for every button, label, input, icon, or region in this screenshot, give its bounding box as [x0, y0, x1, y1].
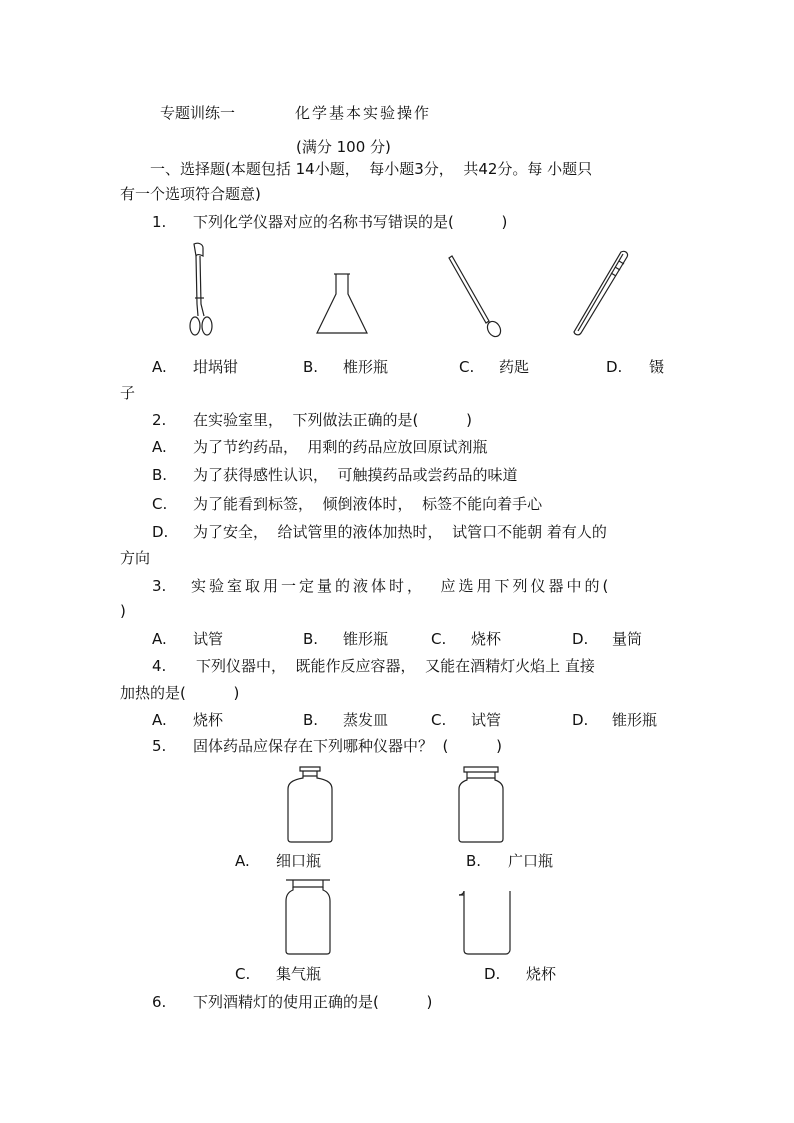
q4-number: 4. — [152, 657, 167, 675]
score-note: (满分 100 分) — [296, 138, 391, 156]
q4-option-a-text: 烧杯 — [193, 711, 224, 729]
q4-option-b-letter: B. — [303, 711, 319, 729]
q1-option-a-letter: A. — [152, 358, 167, 376]
q3-option-b-text: 锥形瓶 — [343, 630, 389, 648]
q1-option-d-wrap: 子 — [120, 384, 136, 402]
q1-option-c-letter: C. — [459, 358, 475, 376]
q6-text: 下列酒精灯的使用正确的是( ) — [193, 993, 433, 1011]
q5-option-c-letter: C. — [235, 965, 251, 983]
title-part1: 专题训练一 — [160, 104, 236, 122]
q1-option-a-text: 坩埚钳 — [193, 358, 239, 376]
q1-option-b-text: 椎形瓶 — [343, 358, 389, 376]
q3-option-d-letter: D. — [572, 630, 589, 648]
q2-option-d-text: 为了安全， 给试管里的液体加热时， 试管口不能朝 着有人的 — [193, 523, 607, 541]
q5-option-a-text: 细口瓶 — [276, 852, 322, 870]
q3-text-wrap: ) — [120, 602, 126, 620]
q2-option-d-wrap: 方向 — [120, 549, 151, 567]
q4-option-d-letter: D. — [572, 711, 589, 729]
q2-option-c-letter: C. — [152, 495, 168, 513]
q3-option-c-letter: C. — [431, 630, 447, 648]
q2-text: 在实验室里， 下列做法正确的是( ) — [193, 411, 472, 429]
q4-option-d-text: 锥形瓶 — [612, 711, 658, 729]
q4-text-wrap: 加热的是( ) — [120, 684, 240, 702]
crucible-tongs-icon — [184, 242, 218, 337]
q5-option-b-letter: B. — [466, 852, 482, 870]
q5-option-b-text: 广口瓶 — [508, 852, 554, 870]
q1-number: 1. — [152, 213, 167, 231]
section-heading-line2: 有一个选项符合题意) — [120, 185, 261, 203]
q3-number: 3. — [152, 577, 167, 595]
q3-option-c-text: 烧杯 — [471, 630, 502, 648]
q3-option-a-text: 试管 — [193, 630, 224, 648]
beaker-icon — [458, 890, 512, 956]
title-part2: 化学基本实验操作 — [295, 104, 432, 122]
q5-text: 固体药品应保存在下列哪种仪器中？ ( ) — [193, 737, 502, 755]
narrow-mouth-bottle-icon — [285, 765, 335, 843]
conical-flask-icon — [315, 272, 369, 336]
q2-option-b-letter: B. — [152, 466, 168, 484]
q2-option-a-letter: A. — [152, 438, 167, 456]
q3-option-d-text: 量筒 — [612, 630, 643, 648]
q2-number: 2. — [152, 411, 167, 429]
q5-option-a-letter: A. — [235, 852, 250, 870]
q5-option-d-letter: D. — [484, 965, 501, 983]
section-heading-line1: 一、选择题(本题包括 14小题， 每小题3分， 共42分。每 小题只 — [150, 160, 593, 178]
q2-option-b-text: 为了获得感性认识， 可触摸药品或尝药品的味道 — [193, 466, 518, 484]
q5-number: 5. — [152, 737, 167, 755]
q1-option-c-text: 药匙 — [499, 358, 530, 376]
q4-text: 下列仪器中， 既能作反应容器， 又能在酒精灯火焰上 直接 — [196, 657, 595, 675]
q1-option-d-text: 镊 — [649, 358, 665, 376]
q3-text: 实验室取用一定量的液体时， 应选用下列仪器中的( — [191, 577, 612, 595]
q3-option-b-letter: B. — [303, 630, 319, 648]
q2-option-d-letter: D. — [152, 523, 169, 541]
tweezers-icon — [569, 249, 633, 337]
q1-text: 下列化学仪器对应的名称书写错误的是( ) — [193, 213, 508, 231]
q4-option-b-text: 蒸发皿 — [343, 711, 389, 729]
medicine-spoon-icon — [447, 255, 505, 339]
wide-mouth-bottle-icon — [456, 765, 506, 843]
gas-collecting-bottle-icon — [283, 877, 333, 955]
q5-option-c-text: 集气瓶 — [276, 965, 322, 983]
q3-option-a-letter: A. — [152, 630, 167, 648]
q2-option-a-text: 为了节约药品， 用剩的药品应放回原试剂瓶 — [193, 438, 488, 456]
q6-number: 6. — [152, 993, 167, 1011]
q1-option-b-letter: B. — [303, 358, 319, 376]
q4-option-c-text: 试管 — [471, 711, 502, 729]
q4-option-a-letter: A. — [152, 711, 167, 729]
q1-option-d-letter: D. — [606, 358, 623, 376]
q2-option-c-text: 为了能看到标签， 倾倒液体时， 标签不能向着手心 — [193, 495, 543, 513]
q5-option-d-text: 烧杯 — [526, 965, 557, 983]
q4-option-c-letter: C. — [431, 711, 447, 729]
